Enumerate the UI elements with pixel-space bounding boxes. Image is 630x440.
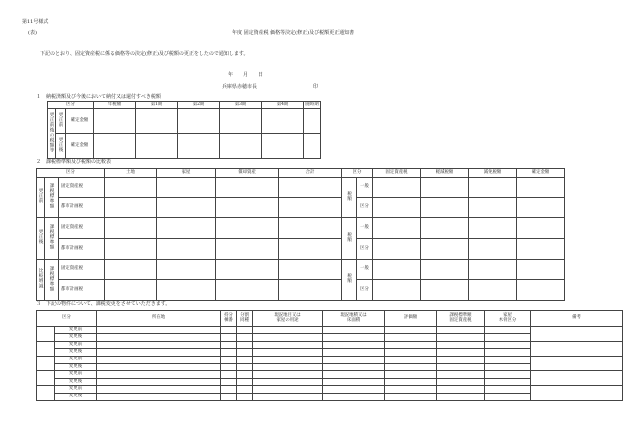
cell[interactable] (485, 393, 531, 400)
cell[interactable] (437, 363, 485, 370)
col-header: 年税額 (94, 102, 136, 109)
row-label-before: 更正前 (58, 111, 64, 128)
tax-label: 税額 (346, 190, 352, 202)
cell[interactable] (221, 371, 237, 378)
cell[interactable] (485, 334, 531, 341)
col-header: 現況地積又は (340, 312, 367, 318)
value-cell[interactable] (216, 218, 279, 239)
cell[interactable] (237, 386, 253, 393)
section1-heading: １ 納税済額及び今後において納付又は還付すべき税額 (36, 94, 161, 100)
row-label: 変更後 (55, 334, 97, 341)
cell[interactable] (253, 341, 323, 348)
row-label: 固定資産税 (59, 178, 105, 198)
value-cell[interactable] (279, 239, 342, 260)
row-kubun[interactable] (37, 386, 55, 401)
cell[interactable] (253, 386, 323, 393)
form-number: 第11号様式 (22, 19, 49, 25)
cell[interactable] (221, 334, 237, 341)
cell[interactable] (437, 349, 485, 356)
cell[interactable] (385, 371, 437, 378)
value-cell[interactable] (216, 260, 279, 280)
value-cell[interactable] (105, 198, 157, 218)
cell[interactable] (237, 393, 253, 400)
col-header: 区分 (37, 311, 97, 327)
cell[interactable] (97, 363, 221, 370)
cell[interactable] (437, 378, 485, 385)
value-cell[interactable] (105, 178, 157, 198)
col-header: 土地 (105, 169, 157, 178)
col-header: 固定資産税 (373, 169, 421, 178)
cell[interactable] (437, 341, 485, 348)
cell[interactable] (221, 378, 237, 385)
cell[interactable] (385, 334, 437, 341)
cell[interactable] (237, 327, 253, 334)
issuer-name: 兵庫県赤穂市長 (222, 84, 258, 90)
tax-row-label: 一般 (357, 260, 373, 280)
cell[interactable] (253, 363, 323, 370)
row-label: 変更後 (55, 378, 97, 385)
value-cell[interactable] (373, 239, 421, 260)
cell[interactable] (323, 393, 385, 400)
value-cell[interactable] (279, 280, 342, 301)
comparison-table (36, 168, 565, 301)
value-cell[interactable] (373, 218, 421, 239)
col-header: 備考 (531, 311, 623, 327)
cell[interactable] (531, 341, 623, 356)
value-cell[interactable] (421, 198, 469, 218)
tax-row-label: 区分 (357, 239, 373, 260)
col-header: 評価額 (385, 311, 437, 327)
row-label: 変更後 (55, 393, 97, 400)
value-cell[interactable] (216, 239, 279, 260)
cell[interactable] (385, 349, 437, 356)
tax-row-label: 一般 (357, 178, 373, 198)
cell[interactable] (485, 386, 531, 393)
col-subheader: 固定資産税 (449, 317, 472, 323)
tax-row-label: 区分 (357, 280, 373, 301)
value-cell[interactable] (421, 239, 469, 260)
cell[interactable] (485, 356, 531, 363)
row-label: 都市計画税 (59, 280, 105, 301)
cell[interactable] (485, 349, 531, 356)
value-cell[interactable] (469, 198, 517, 218)
cell[interactable] (221, 327, 237, 334)
cell[interactable] (437, 334, 485, 341)
value-cell[interactable] (469, 280, 517, 301)
section2-heading: ２ 課税標準額及び税額の比較表 (36, 159, 112, 165)
cell[interactable] (385, 393, 437, 400)
value-cell[interactable] (216, 178, 279, 198)
row-kubun[interactable] (37, 371, 55, 386)
cell[interactable] (97, 378, 221, 385)
value-cell[interactable] (421, 218, 469, 239)
cell[interactable] (221, 341, 237, 348)
cell[interactable] (97, 334, 221, 341)
row-label: 固定資産税 (59, 218, 105, 239)
value-cell[interactable] (220, 109, 262, 134)
col-header: 第3期 (220, 102, 262, 109)
row-label: 固定資産税 (59, 260, 105, 280)
seal-mark: 印 (313, 84, 319, 90)
value-cell[interactable] (157, 198, 216, 218)
value-cell[interactable] (216, 280, 279, 301)
tax-label: 税額 (346, 231, 352, 243)
document-title: 年度 固定資産税 価格等決定(修正)及び税額更正通知書 (232, 30, 355, 36)
value-cell[interactable] (178, 134, 220, 159)
intro-text: 下記のとおり、固定資産税に係る価格等の決定(修正)及び税額の更正をしたので通知します。 (40, 51, 249, 57)
value-cell[interactable] (157, 178, 216, 198)
value-cell[interactable] (421, 280, 469, 301)
group-name: 更正後 (38, 229, 44, 245)
property-table (36, 310, 623, 401)
value-cell[interactable] (373, 198, 421, 218)
value-cell[interactable] (279, 198, 342, 218)
cell[interactable] (323, 371, 385, 378)
std-label: 課税標準額 (49, 183, 55, 209)
row-label: 都市計画税 (59, 198, 105, 218)
value-cell[interactable] (517, 178, 565, 198)
form-kind: (表) (28, 30, 37, 36)
cell[interactable] (531, 356, 623, 371)
col-subheader: 床面積 (346, 317, 361, 323)
col-header: 区分 (37, 169, 105, 178)
value-cell[interactable] (373, 280, 421, 301)
row-kubun[interactable] (37, 341, 55, 356)
cell[interactable] (323, 334, 385, 341)
col-subheader: 棟番 (224, 317, 233, 323)
value-cell[interactable] (94, 109, 136, 134)
value-cell[interactable] (517, 218, 565, 239)
cell[interactable] (385, 378, 437, 385)
col-header: 区分 (48, 102, 94, 109)
col-header: 現況地目又は (274, 312, 301, 318)
cell[interactable] (485, 327, 531, 334)
cell[interactable] (237, 356, 253, 363)
row-label: 変更後 (55, 363, 97, 370)
cell[interactable] (237, 363, 253, 370)
group-name: 比較増減 (38, 268, 44, 289)
row-label: 変更前 (55, 386, 97, 393)
value-cell[interactable] (469, 260, 517, 280)
value-cell[interactable] (157, 280, 216, 301)
value-cell[interactable] (373, 178, 421, 198)
row-label: 変更前 (55, 371, 97, 378)
cell[interactable] (531, 371, 623, 386)
col-header: 随時期 (305, 101, 319, 107)
row-label: 変更後 (55, 349, 97, 356)
cell[interactable] (385, 363, 437, 370)
value-cell[interactable] (178, 109, 220, 134)
value-cell[interactable] (105, 218, 157, 239)
value-cell[interactable] (304, 109, 321, 134)
cell[interactable] (485, 363, 531, 370)
value-cell[interactable] (279, 260, 342, 280)
col-subheader: 同種 (240, 317, 249, 323)
cell[interactable] (323, 341, 385, 348)
col-header: 家屋 (157, 169, 216, 178)
cell[interactable] (253, 349, 323, 356)
value-cell[interactable] (373, 260, 421, 280)
value-cell[interactable] (421, 260, 469, 280)
value-cell[interactable] (279, 218, 342, 239)
value-cell[interactable] (517, 260, 565, 280)
value-cell[interactable] (262, 134, 304, 159)
cell[interactable] (385, 356, 437, 363)
cell[interactable] (97, 341, 221, 348)
col-header: 所在地 (97, 311, 221, 327)
cell[interactable] (237, 371, 253, 378)
tax-row-label: 区分 (357, 198, 373, 218)
cell[interactable] (97, 386, 221, 393)
value-cell[interactable] (262, 109, 304, 134)
cell[interactable] (221, 356, 237, 363)
value-cell[interactable] (136, 134, 178, 159)
group-name: 更正前 (38, 188, 44, 204)
value-cell[interactable] (157, 218, 216, 239)
value-cell[interactable] (157, 260, 216, 280)
cell[interactable] (97, 349, 221, 356)
cell[interactable] (385, 341, 437, 348)
group-label: 更正前後の税額等 (49, 111, 55, 153)
value-cell[interactable] (304, 134, 321, 159)
col-header: 区分 (342, 169, 373, 178)
cell[interactable] (253, 356, 323, 363)
cell[interactable] (253, 393, 323, 400)
cell[interactable] (253, 371, 323, 378)
col-header: 合計 (279, 169, 342, 178)
cell[interactable] (253, 378, 323, 385)
col-header: 課税標準額 (449, 312, 472, 318)
col-header: 持分 (224, 312, 233, 318)
cell[interactable] (237, 334, 253, 341)
cell[interactable] (437, 386, 485, 393)
value-cell[interactable] (517, 198, 565, 218)
row-label: 変更前 (55, 341, 97, 348)
value-cell[interactable] (105, 260, 157, 280)
cell[interactable] (323, 386, 385, 393)
cell[interactable] (437, 371, 485, 378)
std-label: 課税標準額 (49, 265, 55, 292)
cell[interactable] (221, 386, 237, 393)
value-cell[interactable] (216, 198, 279, 218)
section3-heading: ３ 下記の物件について、課税変更をさせていただきます。 (36, 301, 171, 307)
row-kubun[interactable] (37, 356, 55, 371)
cell[interactable] (253, 334, 323, 341)
value-cell[interactable] (136, 109, 178, 134)
value-cell[interactable] (469, 239, 517, 260)
row-label: 変更前 (55, 327, 97, 334)
cell[interactable] (237, 349, 253, 356)
cell[interactable] (237, 378, 253, 385)
col-header: 減免税額 (469, 169, 517, 178)
value-cell[interactable] (421, 178, 469, 198)
row-label-after: 更正後 (58, 136, 64, 153)
cell[interactable] (253, 327, 323, 334)
cell[interactable] (437, 393, 485, 400)
row-kubun[interactable] (37, 327, 55, 342)
row-label-amount: 確定金額 (66, 134, 94, 159)
cell[interactable] (97, 356, 221, 363)
value-cell[interactable] (517, 239, 565, 260)
col-header: 家屋 (503, 312, 512, 318)
value-cell[interactable] (220, 134, 262, 159)
cell[interactable] (385, 386, 437, 393)
tax-row-label: 一般 (357, 218, 373, 239)
value-cell[interactable] (105, 280, 157, 301)
cell[interactable] (485, 341, 531, 348)
col-header: 償却資産 (216, 169, 279, 178)
col-header: 分割 (240, 312, 249, 318)
col-header: 軽減税額 (421, 169, 469, 178)
payment-table (47, 101, 321, 159)
cell[interactable] (323, 327, 385, 334)
cell[interactable] (385, 327, 437, 334)
cell[interactable] (437, 327, 485, 334)
value-cell[interactable] (469, 178, 517, 198)
cell[interactable] (323, 378, 385, 385)
cell[interactable] (221, 393, 237, 400)
row-label-amount: 確定金額 (66, 109, 94, 134)
cell[interactable] (97, 393, 221, 400)
row-label: 変更前 (55, 356, 97, 363)
col-header: 第4期 (262, 102, 304, 109)
cell[interactable] (97, 371, 221, 378)
cell[interactable] (485, 378, 531, 385)
value-cell[interactable] (105, 239, 157, 260)
cell[interactable] (323, 356, 385, 363)
col-header: 確定金額 (517, 169, 565, 178)
value-cell[interactable] (157, 239, 216, 260)
std-label: 課税標準額 (49, 224, 55, 250)
cell[interactable] (323, 363, 385, 370)
cell[interactable] (97, 327, 221, 334)
col-subheader: 家屋の用途 (276, 317, 299, 323)
col-header: 第1期 (136, 102, 178, 109)
cell[interactable] (531, 386, 623, 401)
cell[interactable] (221, 349, 237, 356)
cell[interactable] (323, 349, 385, 356)
value-cell[interactable] (279, 178, 342, 198)
tax-label: 税額 (346, 273, 352, 284)
value-cell[interactable] (517, 280, 565, 301)
cell[interactable] (221, 363, 237, 370)
cell[interactable] (531, 327, 623, 342)
date-line: 年 月 日 (228, 72, 264, 78)
col-subheader: 木骨区分 (498, 317, 517, 323)
cell[interactable] (437, 356, 485, 363)
value-cell[interactable] (469, 218, 517, 239)
cell[interactable] (237, 341, 253, 348)
cell[interactable] (485, 371, 531, 378)
row-label: 都市計画税 (59, 239, 105, 260)
value-cell[interactable] (94, 134, 136, 159)
col-header: 第2期 (178, 102, 220, 109)
